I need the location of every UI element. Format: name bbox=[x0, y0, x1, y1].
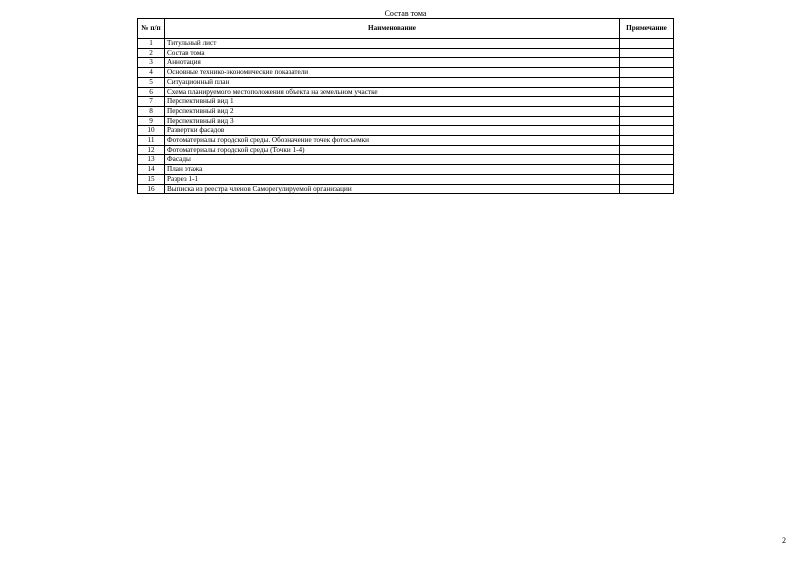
header-number: № п/п bbox=[138, 19, 165, 39]
row-note-cell bbox=[620, 155, 674, 165]
row-name-cell: Выписка из реестра членов Саморегулируемой организации bbox=[165, 184, 620, 194]
row-note-cell bbox=[620, 68, 674, 78]
row-note-cell bbox=[620, 106, 674, 116]
table-row bbox=[138, 145, 674, 155]
row-name-cell: Перспективный вид 1 bbox=[165, 97, 620, 107]
row-name-cell: Фотоматериалы городской среды (Точки 1-4) bbox=[165, 145, 620, 155]
table-row bbox=[138, 184, 674, 194]
row-number-cell: 8 bbox=[138, 106, 165, 116]
row-number-cell: 9 bbox=[138, 116, 165, 126]
row-number-cell: 3 bbox=[138, 58, 165, 68]
row-name-cell: Перспективный вид 2 bbox=[165, 106, 620, 116]
row-note-cell bbox=[620, 58, 674, 68]
table-row bbox=[138, 155, 674, 165]
row-name-cell: Состав тома bbox=[165, 48, 620, 58]
row-note-cell bbox=[620, 77, 674, 87]
row-note-cell bbox=[620, 145, 674, 155]
table-row bbox=[138, 68, 674, 78]
row-name-cell: Ситуационный план bbox=[165, 77, 620, 87]
row-number-cell: 11 bbox=[138, 136, 165, 146]
row-number-cell: 10 bbox=[138, 126, 165, 136]
row-number-cell: 15 bbox=[138, 174, 165, 184]
table-row bbox=[138, 77, 674, 87]
row-note-cell bbox=[620, 165, 674, 175]
row-number-cell: 14 bbox=[138, 165, 165, 175]
table-row bbox=[138, 136, 674, 146]
table-header-row bbox=[138, 19, 674, 39]
row-note-cell bbox=[620, 174, 674, 184]
row-note-cell bbox=[620, 116, 674, 126]
row-name-cell: План этажа bbox=[165, 165, 620, 175]
row-name-cell: Перспективный вид 3 bbox=[165, 116, 620, 126]
row-note-cell bbox=[620, 126, 674, 136]
row-name-cell: Разрез 1-1 bbox=[165, 174, 620, 184]
row-name-cell: Фасады bbox=[165, 155, 620, 165]
contents-table bbox=[137, 18, 674, 194]
table-row bbox=[138, 97, 674, 107]
table-row bbox=[138, 106, 674, 116]
table-row bbox=[138, 116, 674, 126]
row-number-cell: 2 bbox=[138, 48, 165, 58]
row-name-cell: Основные технико-экономические показатели bbox=[165, 68, 620, 78]
row-name-cell: Титульный лист bbox=[165, 39, 620, 49]
row-note-cell bbox=[620, 39, 674, 49]
row-number-cell: 6 bbox=[138, 87, 165, 97]
table-row bbox=[138, 165, 674, 175]
row-number-cell: 16 bbox=[138, 184, 165, 194]
row-name-cell: Развертки фасадов bbox=[165, 126, 620, 136]
table-row bbox=[138, 58, 674, 68]
row-number-cell: 4 bbox=[138, 68, 165, 78]
row-note-cell bbox=[620, 87, 674, 97]
row-number-cell: 5 bbox=[138, 77, 165, 87]
row-note-cell bbox=[620, 184, 674, 194]
table-row bbox=[138, 87, 674, 97]
page-number: 2 bbox=[782, 536, 786, 545]
header-name: Наименование bbox=[165, 19, 620, 39]
header-note: Примечание bbox=[620, 19, 674, 39]
row-name-cell: Схема планируемого местоположения объекта на земельном участке bbox=[165, 87, 620, 97]
row-number-cell: 13 bbox=[138, 155, 165, 165]
table-body bbox=[138, 39, 674, 194]
table-row bbox=[138, 126, 674, 136]
row-note-cell bbox=[620, 48, 674, 58]
row-number-cell: 12 bbox=[138, 145, 165, 155]
row-note-cell bbox=[620, 136, 674, 146]
table-row bbox=[138, 39, 674, 49]
table-row bbox=[138, 174, 674, 184]
row-number-cell: 1 bbox=[138, 39, 165, 49]
row-number-cell: 7 bbox=[138, 97, 165, 107]
document-title: Состав тома bbox=[384, 9, 427, 18]
row-note-cell bbox=[620, 97, 674, 107]
table-row bbox=[138, 48, 674, 58]
row-name-cell: Фотоматериалы городской среды. Обозначение точек фотосъемки bbox=[165, 136, 620, 146]
row-name-cell: Аннотация bbox=[165, 58, 620, 68]
